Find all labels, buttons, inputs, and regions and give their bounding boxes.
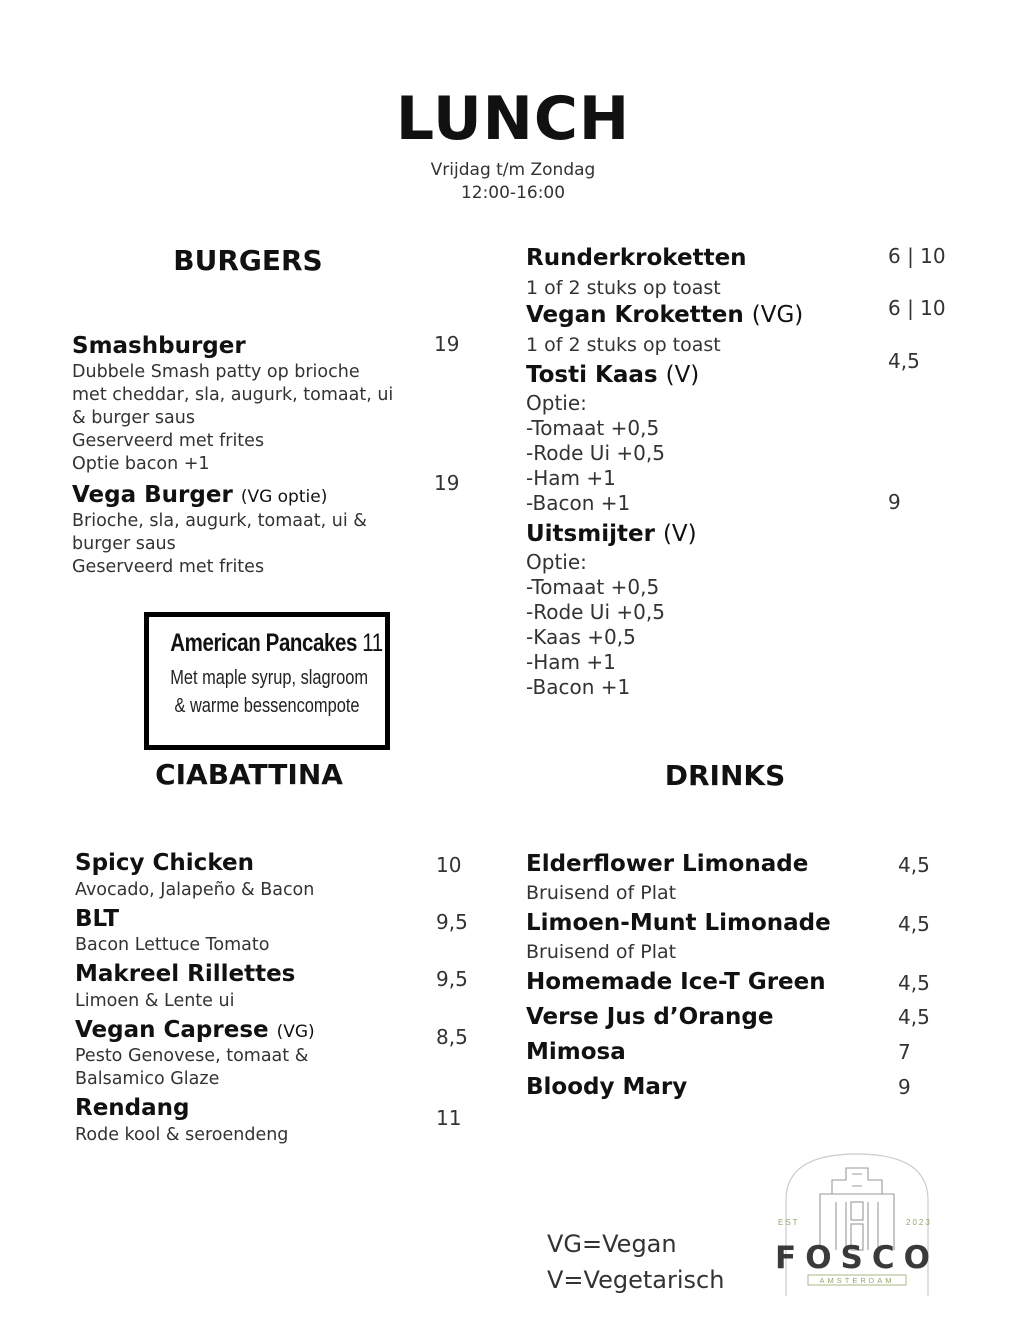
item-option: -Rode Ui +0,5	[526, 441, 665, 465]
item-option: Optie:	[526, 550, 587, 574]
item-price: 9	[888, 490, 901, 514]
item-name: Uitsmijter	[526, 521, 655, 547]
item-desc: 1 of 2 stuks op toast	[526, 277, 721, 299]
item-tag: (V)	[662, 521, 697, 547]
fosco-logo	[772, 1150, 942, 1300]
item-name-mimosa: Mimosa	[526, 1039, 626, 1065]
pancakes-price: 11	[362, 629, 383, 657]
drinks-heading: DRINKS	[664, 759, 786, 792]
menu-days: Vrijdag t/m Zondag	[430, 160, 596, 180]
item-desc: 1 of 2 stuks op toast	[526, 334, 721, 356]
item-desc: Rode kool & seroendeng	[75, 1125, 289, 1145]
legend-vegan: VG=Vegan	[547, 1230, 677, 1258]
item-name-rendang: Rendang	[75, 1095, 190, 1121]
item-price: 4,5	[888, 349, 920, 373]
item-tag: (V)	[665, 362, 700, 388]
legend	[547, 1226, 724, 1298]
item-name: Vega Burger	[72, 482, 233, 508]
menu-hours: 12:00-16:00	[460, 183, 566, 203]
item-desc: met cheddar, sla, augurk, tomaat, ui	[72, 385, 394, 405]
item-price: 4,5	[898, 1005, 930, 1029]
item-desc: Geserveerd met frites	[72, 431, 265, 451]
item-option: -Bacon +1	[526, 491, 631, 515]
pancakes-box	[144, 612, 390, 750]
item-price: 9,5	[436, 910, 468, 934]
item-desc: Geserveerd met frites	[72, 557, 265, 577]
item-name: Tosti Kaas	[526, 362, 658, 388]
item-option: -Ham +1	[526, 466, 616, 490]
item-name-elderflower: Elderflower Limonade	[526, 851, 809, 877]
item-option: -Kaas +0,5	[526, 625, 636, 649]
item-desc: Limoen & Lente ui	[75, 991, 235, 1011]
menu-item-vega-burger	[72, 482, 367, 579]
item-tag: (VG)	[751, 302, 804, 328]
legend-vegetarian: V=Vegetarisch	[547, 1266, 725, 1294]
item-price: 19	[434, 471, 460, 495]
item-desc: Optie bacon +1	[72, 454, 210, 474]
item-price: 4,5	[898, 912, 930, 936]
item-name-runderkroketten: Runderkroketten	[526, 245, 747, 271]
burgers-heading: BURGERS	[173, 244, 323, 277]
svg-text:AMSTERDAM: AMSTERDAM	[819, 1276, 895, 1285]
item-desc: burger saus	[72, 534, 176, 554]
item-desc: Brioche, sla, augurk, tomaat, ui &	[72, 511, 367, 531]
menu-item-uitsmijter	[526, 521, 697, 700]
pancakes-desc: Met maple syrup, slagroom	[170, 667, 369, 689]
svg-text:2023: 2023	[906, 1218, 932, 1227]
item-desc: Bacon Lettuce Tomato	[75, 935, 270, 955]
item-desc: Pesto Genovese, tomaat &	[75, 1046, 309, 1066]
item-price: 10	[436, 853, 462, 877]
item-name-makreel-rillettes: Makreel Rillettes	[75, 961, 296, 987]
item-name-limoen-munt: Limoen-Munt Limonade	[526, 910, 831, 936]
item-price: 9,5	[436, 967, 468, 991]
item-option: -Tomaat +0,5	[526, 575, 660, 599]
item-desc: Bruisend of Plat	[526, 882, 677, 904]
item-option: -Rode Ui +0,5	[526, 600, 665, 624]
item-desc: Dubbele Smash patty op brioche	[72, 362, 360, 382]
item-name-bloody-mary: Bloody Mary	[526, 1074, 688, 1100]
item-price: 4,5	[898, 853, 930, 877]
item-option: Optie:	[526, 391, 587, 415]
item-desc: Bruisend of Plat	[526, 941, 677, 963]
item-desc: Avocado, Jalapeño & Bacon	[75, 880, 315, 900]
menu-title: LUNCH	[395, 84, 631, 154]
pancakes-desc: & warme bessencompote	[174, 695, 360, 717]
building-facade-icon	[772, 1150, 942, 1300]
item-price: 19	[434, 332, 460, 356]
svg-text:FOSCO: FOSCO	[775, 1240, 939, 1276]
svg-text:EST: EST	[778, 1218, 800, 1227]
pancakes-name: American Pancakes	[170, 629, 358, 657]
item-tag: (VG optie)	[240, 487, 328, 507]
item-name-vegan-caprese: Vegan Caprese (VG)	[75, 1017, 315, 1043]
menu-item-tosti-kaas	[526, 362, 699, 516]
item-price: 4,5	[898, 971, 930, 995]
item-price: 7	[898, 1040, 911, 1064]
item-price: 9	[898, 1075, 911, 1099]
menu-item-smashburger	[72, 333, 393, 476]
item-price: 6 | 10	[888, 296, 946, 320]
item-name-vegan-kroketten: Vegan Kroketten (VG)	[526, 302, 804, 328]
item-option: -Tomaat +0,5	[526, 416, 660, 440]
item-name-blt: BLT	[75, 906, 120, 932]
ciabattina-heading: CIABATTINA	[155, 758, 343, 791]
item-price: 8,5	[436, 1025, 468, 1049]
item-price: 11	[436, 1106, 462, 1130]
item-name-jus-dorange: Verse Jus d’Orange	[526, 1004, 774, 1030]
item-option: -Ham +1	[526, 650, 616, 674]
item-tag: (VG)	[276, 1022, 315, 1042]
item-name: Smashburger	[72, 333, 246, 359]
item-name-ice-t: Homemade Ice-T Green	[526, 969, 826, 995]
item-name-spicy-chicken: Spicy Chicken	[75, 850, 254, 876]
item-price: 6 | 10	[888, 244, 946, 268]
item-desc: Balsamico Glaze	[75, 1069, 220, 1089]
item-option: -Bacon +1	[526, 675, 631, 699]
item-desc: & burger saus	[72, 408, 195, 428]
